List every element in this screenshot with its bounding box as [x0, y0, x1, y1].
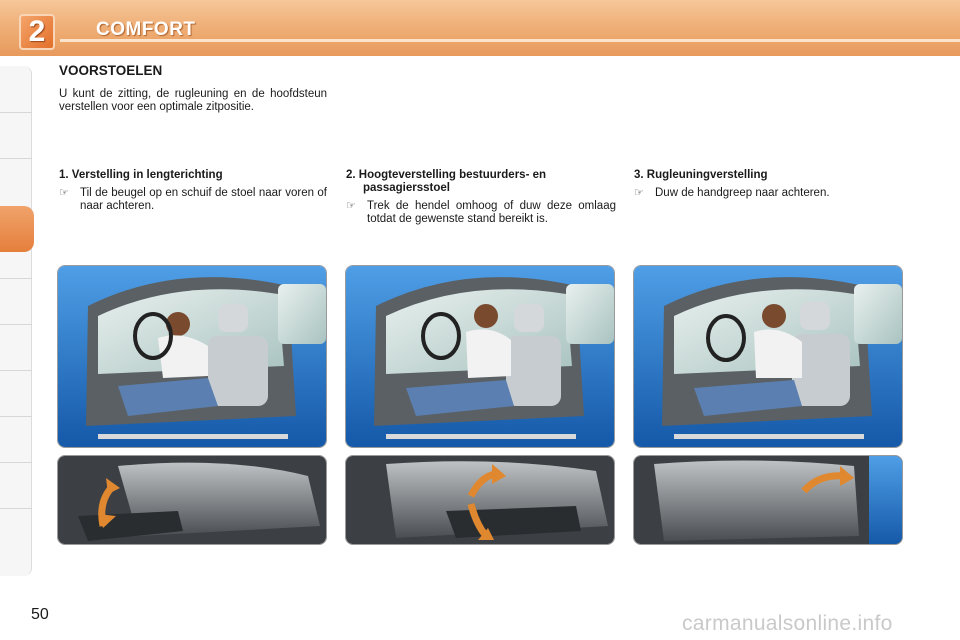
chapter-tab[interactable] — [0, 416, 32, 417]
chapter-tab[interactable] — [0, 370, 32, 371]
pointing-hand-icon: ☞ — [634, 187, 644, 199]
chapter-tab-rail — [0, 66, 32, 576]
car-seat-illustration-2 — [345, 265, 615, 448]
instruction-text: Til de beugel op en schuif de stoel naar voren of naar achteren. — [80, 187, 327, 212]
instruction-title: 1. Verstelling in lengterichting — [59, 169, 223, 181]
instruction-column-2 — [346, 169, 616, 226]
section-title: VOORSTOELEN — [59, 63, 163, 78]
chapter-tab[interactable] — [0, 112, 32, 113]
seat-detail-height — [345, 455, 615, 545]
chapter-title: COMFORT — [96, 19, 196, 40]
seat-detail-lengthwise — [57, 455, 327, 545]
seat-detail-backrest — [633, 455, 903, 545]
instruction-title: 2. Hoogteverstelling bestuurders- en passagiersstoel — [346, 169, 547, 194]
instruction-column-3 — [634, 169, 902, 200]
page-number: 50 — [31, 606, 49, 623]
section-intro: U kunt de zitting, de rugleuning en de hoofdsteun verstellen voor een optimale zitpositie. — [59, 88, 327, 113]
pointing-hand-icon: ☞ — [346, 200, 356, 212]
instruction-title: 3. Rugleuningverstelling — [634, 169, 768, 181]
watermark: carmanualsonline.info — [682, 612, 893, 635]
chapter-tab[interactable] — [0, 324, 32, 325]
car-seat-illustration-3 — [633, 265, 903, 448]
instruction-column-1 — [59, 169, 327, 213]
pointing-hand-icon: ☞ — [59, 187, 69, 199]
instruction-text: Duw de handgreep naar achteren. — [655, 187, 830, 199]
chapter-tab[interactable] — [0, 158, 32, 159]
chapter-tab[interactable] — [0, 278, 32, 279]
car-seat-illustration-1 — [57, 265, 327, 448]
chapter-tab-active[interactable] — [0, 206, 34, 252]
chapter-tab[interactable] — [0, 508, 32, 509]
instruction-text: Trek de hendel omhoog of duw deze omlaag totdat de gewenste stand bereikt is. — [367, 200, 616, 225]
chapter-number-badge: 2 — [19, 14, 55, 50]
chapter-tab[interactable] — [0, 462, 32, 463]
